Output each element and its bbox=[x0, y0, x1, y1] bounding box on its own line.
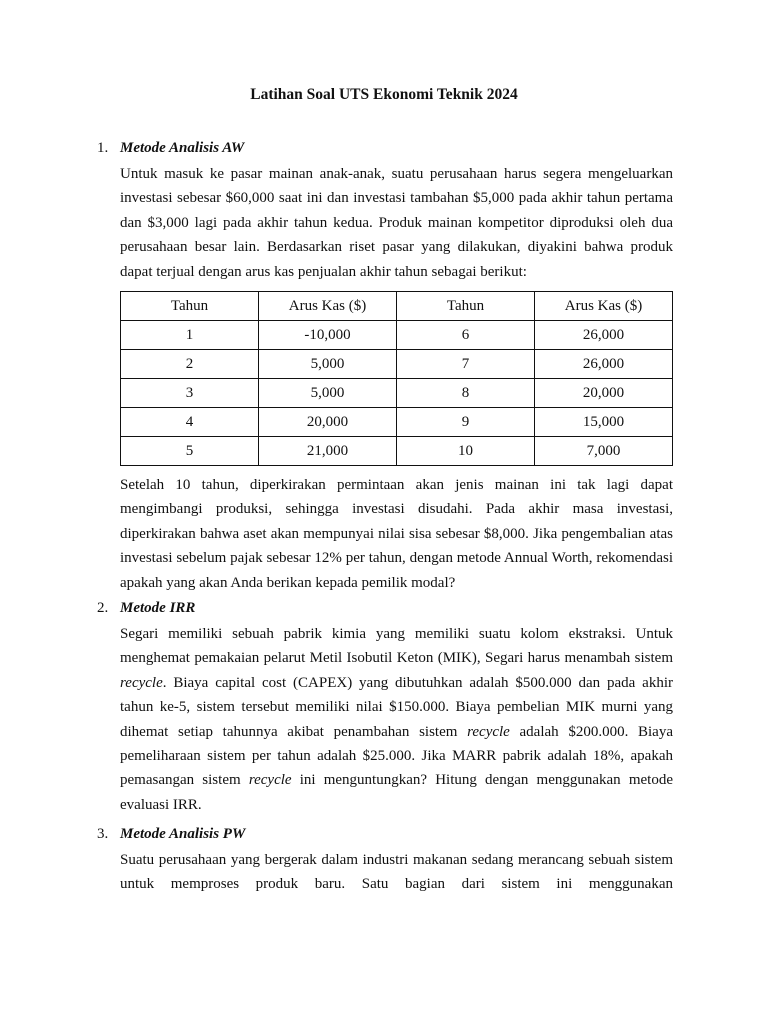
question-2-body bbox=[120, 622, 673, 817]
question-heading: Metode Analisis AW bbox=[120, 140, 245, 156]
question-number: 2. bbox=[97, 600, 109, 616]
table-cell: 4 bbox=[121, 408, 259, 437]
italic-term: recycle bbox=[120, 674, 163, 691]
column-header: Arus Kas ($) bbox=[535, 292, 673, 321]
table-cell: 15,000 bbox=[535, 408, 673, 437]
table-cell: 8 bbox=[397, 379, 535, 408]
table-row bbox=[121, 437, 673, 466]
table-cell: 26,000 bbox=[535, 321, 673, 350]
table-header-row bbox=[121, 292, 673, 321]
table-cell: 5,000 bbox=[259, 350, 397, 379]
text-run: . Biaya capital cost (CAPEX) yang dibutuhkan adalah $500.000 dan pada akhir tahun ke-5, sistem tersebut memiliki nilai $150.000. Biaya pembelian MIK murni yang dihemat setiap tahunnya akibat penambahan sistem bbox=[120, 674, 673, 740]
table-cell: 7 bbox=[397, 350, 535, 379]
table-cell: 3 bbox=[121, 379, 259, 408]
question-number: 3. bbox=[97, 826, 109, 842]
table-cell: 5,000 bbox=[259, 379, 397, 408]
column-header: Arus Kas ($) bbox=[259, 292, 397, 321]
italic-term: recycle bbox=[467, 723, 510, 740]
table-cell: 2 bbox=[121, 350, 259, 379]
italic-term: recycle bbox=[248, 772, 292, 789]
table-cell: 6 bbox=[397, 321, 535, 350]
table-cell: -10,000 bbox=[259, 321, 397, 350]
text-run: Segari memiliki sebuah pabrik kimia yang memiliki suatu kolom ekstraksi. Untuk menghemat pemakaian pelarut Metil Isobutil Keton (MIK), Segari harus menambah sistem bbox=[120, 626, 673, 667]
table-cell: 21,000 bbox=[259, 437, 397, 466]
table-cell: 10 bbox=[397, 437, 535, 466]
question-heading: Metode IRR bbox=[120, 600, 196, 616]
column-header: Tahun bbox=[121, 292, 259, 321]
question-heading: Metode Analisis PW bbox=[120, 826, 246, 842]
table-cell: 20,000 bbox=[259, 408, 397, 437]
text-run: adalah $200.000. Biaya pemeliharaan sistem per tahun adalah $25.000. Jika MARR pabrik adalah 18%, apakah pemasangan sistem bbox=[120, 723, 673, 789]
column-header: Tahun bbox=[397, 292, 535, 321]
question-1-outro: Setelah 10 tahun, diperkirakan permintaan akan jenis mainan ini tak lagi dapat mengimbangi produksi, sehingga investasi disudahi. Pada akhir masa investasi, diperkirakan bahwa aset akan mempunyai nilai sisa sebesar $8,000. Jika pengembalian atas investasi sebelum pajak sebesar 12% per tahun, dengan metode Annual Worth, rekomendasi apakah yang akan Anda berikan kepada pemilik modal? bbox=[120, 477, 673, 591]
table-cell: 9 bbox=[397, 408, 535, 437]
page-title: Latihan Soal UTS Ekonomi Teknik 2024 bbox=[250, 86, 518, 103]
question-1-intro: Untuk masuk ke pasar mainan anak-anak, suatu perusahaan harus segera mengeluarkan investasi sebesar $60,000 saat ini dan investasi tambahan $5,000 pada akhir tahun pertama dan $3,000 lagi pada akhir tahun kedua. Produk mainan kompetitor diproduksi oleh dua perusahaan besar lain. Berdasarkan riset pasar yang dilakukan, diyakini bahwa produk dapat terjual dengan arus kas penjualan akhir tahun sebagai berikut: bbox=[120, 166, 673, 280]
text-run: ini menguntungkan? Hitung dengan menggunakan metode evaluasi IRR. bbox=[120, 772, 673, 813]
table-row bbox=[121, 321, 673, 350]
table-row bbox=[121, 350, 673, 379]
question-number: 1. bbox=[97, 140, 109, 156]
table-cell: 20,000 bbox=[535, 379, 673, 408]
table-row bbox=[121, 408, 673, 437]
table-cell: 1 bbox=[121, 321, 259, 350]
table-cell: 5 bbox=[121, 437, 259, 466]
table-row bbox=[121, 379, 673, 408]
table-cell: 7,000 bbox=[535, 437, 673, 466]
table-cell: 26,000 bbox=[535, 350, 673, 379]
question-3-body: Suatu perusahaan yang bergerak dalam industri makanan sedang merancang sebuah sistem untuk memproses produk baru. Satu bagian dari sistem ini menggunakan bbox=[120, 852, 673, 893]
cash-flow-table bbox=[120, 291, 673, 466]
